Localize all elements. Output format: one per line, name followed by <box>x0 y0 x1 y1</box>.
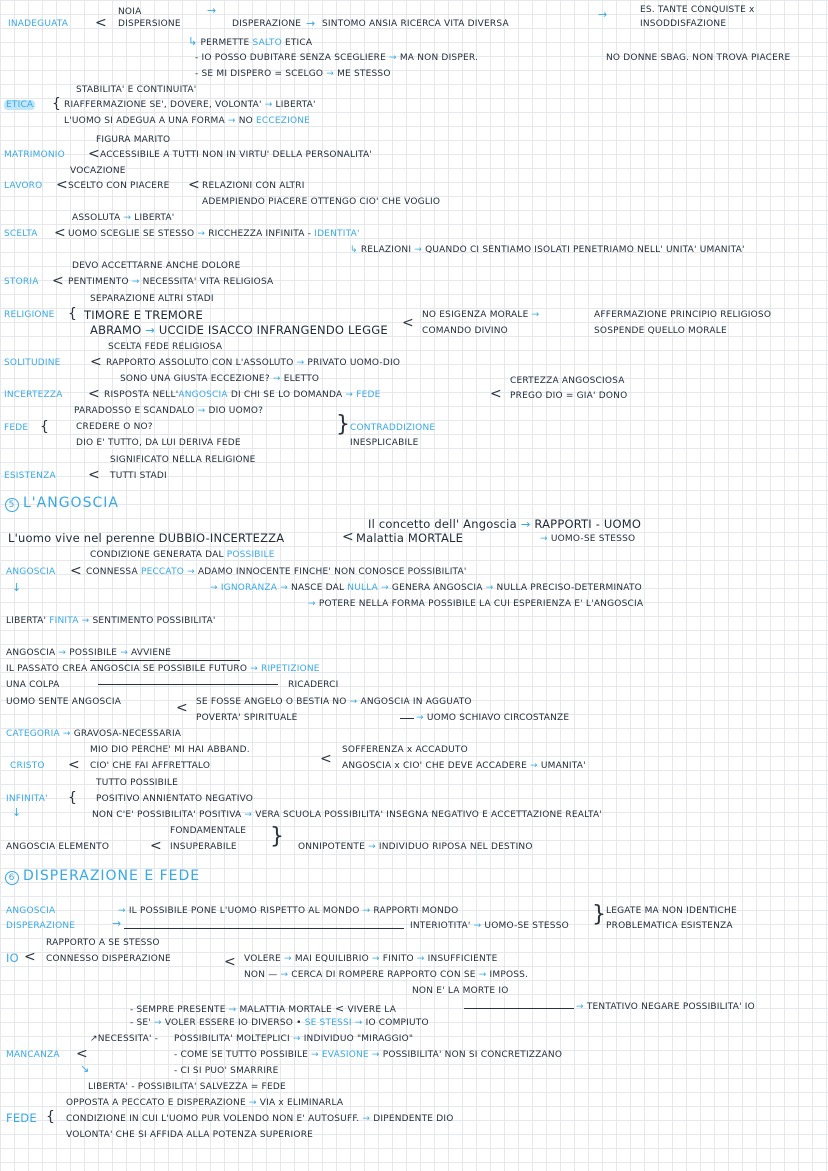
arrow-icon: → <box>207 4 217 17</box>
lavoro-rel: RELAZIONI CON ALTRI <box>202 181 305 191</box>
text-insodd: INSODDISFAZIONE <box>640 19 727 29</box>
etica-l2: RIAFFERMAZIONE SE', DOVERE, VOLONTA' → LIBERTA' <box>64 100 316 110</box>
mancanza-nec: ↗NECESSITA' - <box>90 1034 159 1044</box>
io-l2: CONNESSO DISPERAZIONE <box>46 954 171 964</box>
text-permette: ↳ PERMETTE SALTO ETICA <box>188 35 313 48</box>
fede2-l2: OPPOSTA A PECCATO E DISPERAZIONE → VIA x ELIMINARLA <box>66 1098 344 1108</box>
esistenza-l2: TUTTI STADI <box>110 471 167 481</box>
disp-ang: ANGOSCIA <box>6 906 56 916</box>
angoscia-l1: CONDIZIONE GENERATA DAL POSSIBILE <box>90 550 275 560</box>
passato-l3: UNA COLPA <box>6 680 60 690</box>
infinita-l1: TUTTO POSSIBILE <box>96 778 178 788</box>
scelta-l2: UOMO SCEGLIE SE STESSO → RICCHEZZA INFINITA - IDENTITA' <box>68 229 360 239</box>
matrimonio-l2: ACCESSIBILE A TUTTI NON IN VIRTU' DELLA PERSONALITA' <box>100 150 373 160</box>
religione-no-es: NO ESIGENZA MORALE → <box>422 310 540 320</box>
fede1-inespl: INESPLICABILE <box>350 438 419 448</box>
elemento-ins: INSUPERABILE <box>170 842 237 852</box>
label-lavoro: LAVORO <box>4 181 43 191</box>
passato-ricadervi: RICADERCI <box>288 680 339 690</box>
disp-inter: INTERIOTITA' → UOMO-SE STESSO <box>410 921 569 931</box>
label-fede-2: FEDE <box>6 1111 37 1125</box>
uomo-l1: UOMO SENTE ANGOSCIA <box>6 697 122 707</box>
label-angoscia: ANGOSCIA <box>6 567 56 577</box>
fede1-contr: CONTRADDIZIONE <box>350 423 436 433</box>
io-l1: RAPPORTO A SE STESSO <box>46 938 160 948</box>
fede2-l1: LIBERTA' - POSSIBILITA' SALVEZZA = FEDE <box>88 1082 286 1092</box>
religione-l2: TIMORE E TREMORE <box>84 308 203 322</box>
incertezza-l1: RISPOSTA NELL'ANGOSCIA DI CHI SE LO DOMANDA → FEDE <box>104 390 381 400</box>
lavoro-adempiendo: ADEMPIENDO PIACERE OTTENGO CIO' CHE VOGLIO <box>202 197 441 207</box>
religione-aff: AFFERMAZIONE PRINCIPIO RELIGIOSO <box>594 310 772 320</box>
lavoro-l1: VOCAZIONE <box>70 166 126 176</box>
scelta-l1: ASSOLUTA → LIBERTA' <box>72 213 175 223</box>
label-scelta: SCELTA <box>4 229 38 239</box>
io-tent: → TENTATIVO NEGARE POSSIBILITA' IO <box>576 1002 755 1012</box>
religione-l1: SEPARAZIONE ALTRI STADI <box>90 294 214 304</box>
label-matrimonio: MATRIMONIO <box>4 150 65 160</box>
label-esistenza: ESISTENZA <box>4 471 56 481</box>
solitudine-l2: RAPPORTO ASSOLUTO CON L'ASSOLUTO → PRIVATO UOMO-DIO <box>106 358 401 368</box>
disp-disp: DISPERAZIONE <box>6 921 76 931</box>
label-fede: FEDE <box>4 423 29 433</box>
lavoro-l2: SCELTO CON PIACERE <box>68 181 170 191</box>
text-dispero: - SE MI DISPERO = SCELGO → ME STESSO <box>195 69 391 79</box>
label-io: IO <box>6 951 19 965</box>
infinita-l3: NON C'E' POSSIBILITA' POSITIVA → VERA SCUOLA POSSIBILITA' INSEGNA NEGATIVO E ACCETTAZIONE REALTA' <box>92 810 603 820</box>
disp-probl: PROBLEMATICA ESISTENZA <box>606 921 733 931</box>
mancanza-smarr: - CI SI PUO' SMARRIRE <box>174 1066 279 1076</box>
angoscia-ignoranza: → IGNORANZA → NASCE DAL NULLA → GENERA ANGOSCIA → NULLA PRECISO-DETERMINATO <box>210 583 642 593</box>
scelta-relazioni: ↳ RELAZIONI → QUANDO CI SENTIAMO ISOLATI PENETRIAMO NELL' UNITA' UMANITA' <box>350 245 745 255</box>
label-cristo: CRISTO <box>10 761 45 771</box>
fede1-l2: CREDERE O NO? <box>76 422 153 432</box>
text-es: ES. TANTE CONQUISTE x <box>640 5 755 15</box>
label-storia: STORIA <box>4 277 39 287</box>
liberta-line: LIBERTA' FINITA → SENTIMENTO POSSIBILITA' <box>6 616 216 626</box>
esistenza-l1: SIGNIFICATO NELLA RELIGIONE <box>110 455 256 465</box>
cristo-soff: SOFFERENZA x ACCADUTO <box>342 745 468 755</box>
arrow-down-icon: ↓ <box>12 581 22 594</box>
text-noia: NOIA <box>118 7 142 17</box>
sec5-concetto: Il concetto dell' Angoscia → RAPPORTI - UOMO <box>368 517 642 531</box>
text-dispersione: DISPERSIONE <box>118 19 181 29</box>
religione-sosp: SOSPENDE QUELLO MORALE <box>594 326 727 336</box>
io-se: - SE' → VOLER ESSERE IO DIVERSO • SE STESSI → IO COMPIUTO <box>130 1018 429 1028</box>
incertezza-prego: PREGO DIO = GIA' DONO <box>510 391 628 401</box>
uomo-poverta: POVERTA' SPIRITUALE <box>196 713 298 723</box>
passato-l2: IL PASSATO CREA ANGOSCIA SE POSSIBILE FUTURO → RIPETIZIONE <box>6 664 320 674</box>
fede2-l3: CONDIZIONE IN CUI L'UOMO PUR VOLENDO NON E' AUTOSUFF. → DIPENDENTE DIO <box>66 1114 454 1124</box>
label-infinita: INFINITA' <box>6 794 48 804</box>
elemento-f: FONDAMENTALE <box>170 826 247 836</box>
mancanza-poss: POSSIBILITA' MOLTEPLICI → INDIVIDUO "MIRAGGIO" <box>174 1034 414 1044</box>
passato-l1: ANGOSCIA → POSSIBILE → AVVIENE <box>6 648 172 658</box>
io-non: NON — → CERCA DI ROMPERE RAPPORTO CON SE → IMPOSS. <box>244 970 529 980</box>
uomo-schiavo: → UOMO SCHIAVO CIRCOSTANZE <box>416 713 570 723</box>
io-sempre: - SEMPRE PRESENTE → MALATTIA MORTALE < VIVERE LA <box>130 1002 397 1015</box>
etica-l1: STABILITA' E CONTINUITA' <box>76 85 197 95</box>
angoscia-potere: → POTERE NELLA FORMA POSSIBILE LA CUI ESPERIENZA E' L'ANGOSCIA <box>308 599 644 609</box>
fede2-l4: VOLONTA' CHE SI AFFIDA ALLA POTENZA SUPERIORE <box>66 1130 314 1140</box>
disp-l1: → IL POSSIBILE PONE L'UOMO RISPETTO AL MONDO → RAPPORTI MONDO <box>118 906 459 916</box>
label-mancanza: MANCANZA <box>6 1050 60 1060</box>
solitudine-l1: SCELTA FEDE RELIGIOSA <box>108 342 223 352</box>
sec5-intro: L'uomo vive nel perenne DUBBIO-INCERTEZZA <box>8 531 285 545</box>
arrow-icon: → <box>598 8 608 21</box>
io-nonmorte: NON E' LA MORTE IO <box>412 986 509 996</box>
sec5-rapp2: → UOMO-SE STESSO <box>540 534 636 544</box>
arrow-icon: → <box>306 17 316 30</box>
solitudine-l3: SONO UNA GIUSTA ECCEZIONE? → ELETTO <box>120 374 320 384</box>
storia-l1: DEVO ACCETTARNE ANCHE DOLORE <box>72 261 241 271</box>
etica-l3: L'UOMO SI ADEGUA A UNA FORMA → NO ECCEZIONE <box>64 116 311 126</box>
sec5-malattia: Malattia MORTALE <box>356 531 464 545</box>
label-inadeguata: INADEGUATA <box>8 19 69 29</box>
cristo-l1: MIO DIO PERCHE' MI HAI ABBAND. <box>90 745 250 755</box>
text-don-giovanni: NO DONNE SBAG. NON TROVA PIACERE <box>606 53 791 63</box>
arrow-down-icon: ↓ <box>12 806 22 819</box>
label-religione: RELIGIONE <box>4 310 55 320</box>
label-etica: ETICA <box>6 100 34 110</box>
mancanza-come: - COME SE TUTTO POSSIBILE → EVASIONE → POSSIBILITA' NON SI CONCRETIZZANO <box>174 1050 563 1060</box>
text-disperazione: DISPERAZIONE <box>232 19 302 29</box>
incertezza-cert: CERTEZZA ANGOSCIOSA <box>510 376 625 386</box>
elemento-onni: ONNIPOTENTE → INDIVIDUO RIPOSA NEL DESTINO <box>298 842 533 852</box>
label-incertezza: INCERTEZZA <box>4 390 63 400</box>
section-5-title: 5 L'ANGOSCIA <box>5 495 119 512</box>
elemento-label: ANGOSCIA ELEMENTO <box>6 842 110 852</box>
io-volere: VOLERE → MAI EQUILIBRIO → FINITO → INSUFFICIENTE <box>244 954 498 964</box>
infinita-l2: POSITIVO ANNIENTATO NEGATIVO <box>96 794 254 804</box>
angoscia-l2: CONNESSA PECCATO → ADAMO INNOCENTE FINCHE' NON CONOSCE POSSIBILITA' <box>86 567 467 577</box>
cristo-ang: ANGOSCIA x CIO' CHE DEVE ACCADERE → UMANITA' <box>342 761 586 771</box>
categoria-line: CATEGORIA → GRAVOSA-NECESSARIA <box>6 729 182 739</box>
storia-l2: PENTIMENTO → NECESSITA' VITA RELIGIOSA <box>68 277 274 287</box>
disp-legate: LEGATE MA NON IDENTICHE <box>606 906 737 916</box>
matrimonio-l1: FIGURA MARITO <box>96 135 171 145</box>
cristo-l2: CIO' CHE FAI AFFRETTALO <box>90 761 211 771</box>
text-dubitare: - IO POSSO DUBITARE SENZA SCEGLIERE → MA NON DISPER. <box>195 53 479 63</box>
religione-l3: ABRAMO → UCCIDE ISACCO INFRANGENDO LEGGE <box>90 323 388 337</box>
uomo-angelo: SE FOSSE ANGELO O BESTIA NO → ANGOSCIA IN AGGUATO <box>196 697 472 707</box>
fede1-l1: PARADOSSO E SCANDALO → DIO UOMO? <box>74 406 264 416</box>
section-6-title: 6 DISPERAZIONE E FEDE <box>5 868 200 885</box>
religione-comando: COMANDO DIVINO <box>422 326 508 336</box>
fede1-l3: DIO E' TUTTO, DA LUI DERIVA FEDE <box>76 438 241 448</box>
text-sintomo: SINTOMO ANSIA RICERCA VITA DIVERSA <box>322 19 509 29</box>
label-solitudine: SOLITUDINE <box>4 358 61 368</box>
